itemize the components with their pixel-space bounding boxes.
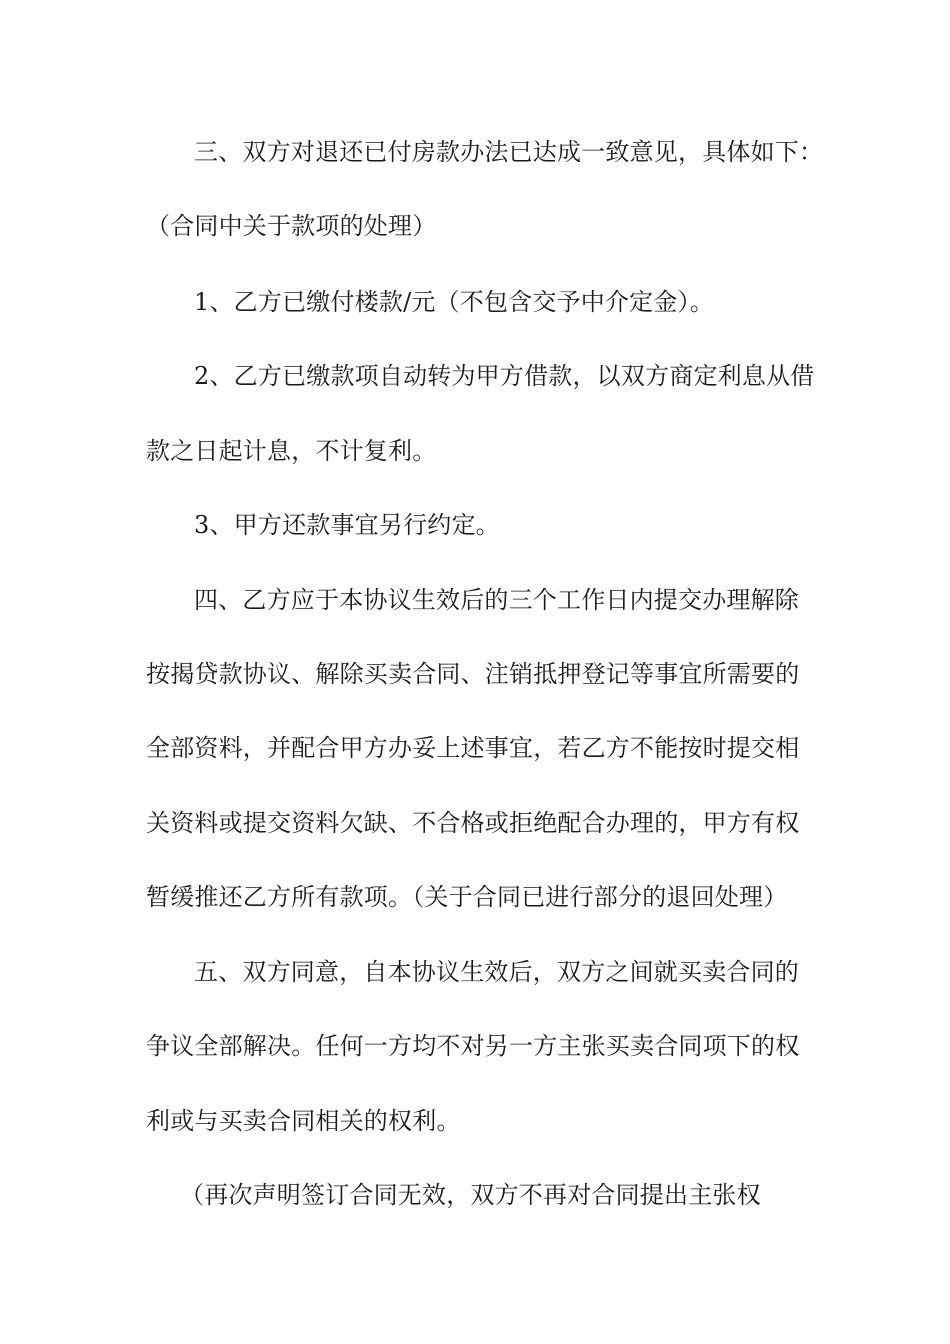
clause-5-line-1: 五、双方同意，自本协议生效后，双方之间就买卖合同的: [194, 958, 799, 986]
clause-3-heading: 三、双方对退还已付房款办法已达成一致意见，具体如下：: [194, 138, 824, 166]
clause-4-line-1: 四、乙方应于本协议生效后的三个工作日内提交办理解除: [194, 586, 799, 614]
clause-5-line-2: 争议全部解决。任何一方均不对另一方主张买卖合同项下的权: [146, 1032, 800, 1060]
clause-4-line-3: 全部资料，并配合甲方办妥上述事宜，若乙方不能按时提交相: [146, 734, 800, 762]
clause-5-line-3: 利或与买卖合同相关的权利。: [146, 1107, 461, 1135]
clause-3-item-3: 3、甲方还款事宜另行约定。: [194, 511, 500, 539]
clause-3-item-2-line-1: 2、乙方已缴款项自动转为甲方借款，以双方商定利息从借: [194, 362, 815, 390]
clause-3-item-2-line-2: 款之日起计息，不计复利。: [146, 437, 437, 465]
clause-5-note: （再次声明签订合同无效，双方不再对合同提出主张权: [180, 1181, 761, 1209]
clause-4-line-4: 关资料或提交资料欠缺、不合格或拒绝配合办理的，甲方有权: [146, 809, 800, 837]
clause-4-line-2: 按揭贷款协议、解除买卖合同、注销抵押登记等事宜所需要的: [146, 660, 800, 688]
clause-3-item-1: 1、乙方已缴付楼款/元（不包含交予中介定金）。: [194, 288, 714, 316]
clause-4-line-5: 暂缓推还乙方所有款项。（关于合同已进行部分的退回处理）: [146, 883, 788, 911]
clause-3-note: （合同中关于款项的处理）: [146, 212, 437, 240]
